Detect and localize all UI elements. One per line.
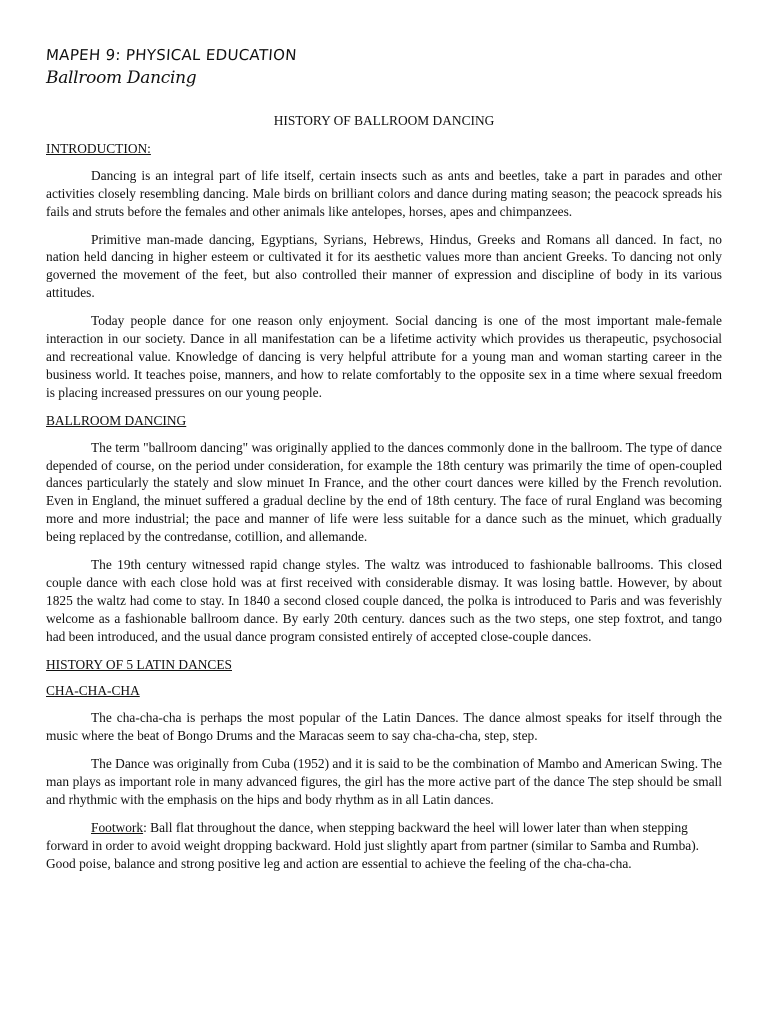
chachacha-paragraph-1: The cha-cha-cha is perhaps the most popular of the Latin Dances. The dance almost speaks for itself through the music where the beat of Bongo Drums and the Maracas seem to say cha-cha-cha, step, step. (46, 710, 722, 744)
ballroom-heading: BALLROOM DANCING (46, 412, 187, 428)
intro-paragraph-1: Dancing is an integral part of life itself, certain insects such as ants and beetles, take a part in parades and other activities closely resembling dancing. Male birds on brilliant colors and dance during mating season; the peacock spreads his fails and struts before the females and other animals like antelopes, horses, apes and chimpanzees. (46, 167, 722, 219)
intro-paragraph-3: Today people dance for one reason only enjoyment. Social dancing is one of the most important male-female interaction in our society. Dance in all manifestation can be a lifetime activity which provides us therapeutic, psychosocial and recreational value. Knowledge of dancing is very helpful attribute for a young man and woman starting career in the business world. It teaches poise, manners, and how to relate comfortably to the opposite sex in a time where sexual freedom is placing increased pressures on our young people. (46, 313, 722, 400)
footwork-paragraph (46, 819, 722, 873)
topic-header: Ballroom Dancing (46, 68, 197, 88)
ballroom-paragraph-1: The term "ballroom dancing" was originally applied to the dances commonly done in the ballroom. The type of dance depended of course, on the period under consideration, for example the 18th century was primarily the time of open-coupled dances particularly the stately and slow minuet In France, and the other court dances were killed by the French revolution. Even in England, the minuet suffered a gradual decline by the end of 18th century. The face of rural England was becoming more and more industrial; the pace and manner of life were less suitable for a dance such as the minuet, which gradually being replaced by the contredanse, cotillion, and allemande. (46, 439, 722, 545)
footwork-separator: : (143, 819, 147, 835)
footwork-label: Footwork (91, 819, 144, 835)
chachacha-paragraph-2: The Dance was originally from Cuba (1952) and it is said to be the combination of Mambo and American Swing. The man plays as important role in many advanced figures, the girl has the more active part of the dance The step should be small and rhythmic with the emphasis on the hips and body rhythm as in all Latin dances. (46, 756, 722, 807)
ballroom-paragraph-2: The 19th century witnessed rapid change styles. The waltz was introduced to fashionable ballrooms. This closed couple dance with each close hold was at first received with considerable dismay. It was losing battle. However, by about 1825 the waltz had come to stay. In 1840 a second closed couple danced, the polka is introduced to Paris and was feverishly welcome as a fashionable ballroom dance. By early 20th century. dances such as the two steps, one step foxtrot, and tango had been introduced, and the usual dance program consisted entirely of accepted close-couple dances. (46, 557, 722, 644)
document-title: HISTORY OF BALLROOM DANCING (273, 113, 495, 128)
cha-cha-cha-heading: CHA-CHA-CHA (46, 683, 140, 699)
latin-dances-heading: HISTORY OF 5 LATIN DANCES (46, 656, 232, 672)
footwork-text: Ball flat throughout the dance, when stepping backward the heel will lower later than when stepping forward in order to avoid weight dropping backward. Hold just slightly apart from partner (similar to Samba and Rumba). Good poise, balance and strong positive leg and action are essential to achieve the feeling of the cha-cha-cha. (46, 819, 700, 871)
intro-paragraph-2: Primitive man-made dancing, Egyptians, Syrians, Hebrews, Hindus, Greeks and Romans all danced. In fact, no nation held dancing in higher esteem or cultivated it for its aesthetic values more than ancient Greeks. To dancing not only governed the movement of the feet, but also controlled their manner of expression and discipline of body in its various attitudes. (46, 231, 722, 301)
document-body (46, 112, 722, 883)
subject-header: MAPEH 9: PHYSICAL EDUCATION (45, 46, 298, 64)
introduction-heading: INTRODUCTION: (46, 140, 151, 156)
